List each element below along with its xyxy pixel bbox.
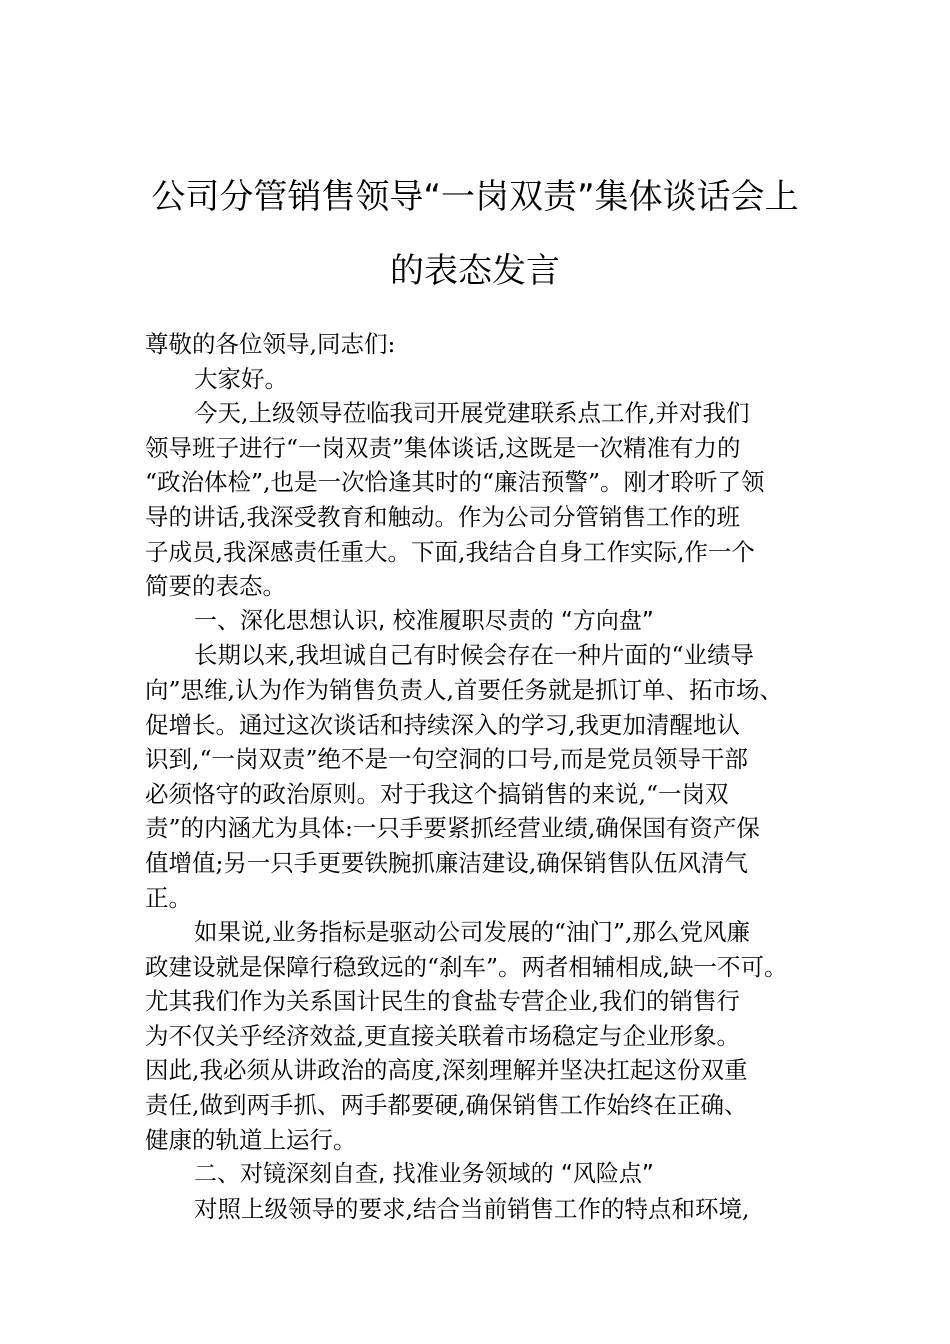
paragraph-line: 健康的轨道上运行。	[145, 1125, 357, 1154]
section-1-paragraph-1	[145, 638, 825, 915]
section-1-heading: 一、深化思想认识, 校准履职尽责的 “方向盘”	[194, 607, 654, 634]
intro-line: 子成员,我深感责任重大。下面,我结合自身工作实际,作一个	[145, 537, 755, 566]
paragraph-line: 必须恪守的政治原则。对于我这个搞销售的来说,“一岗双	[145, 779, 729, 808]
section-2-heading: 二、对镜深刻自查, 找准业务领域的 “风险点”	[194, 1161, 654, 1188]
intro-line: 今天,上级领导莅临我司开展党建联系点工作,并对我们	[194, 399, 750, 428]
salutation: 尊敬的各位领导,同志们:	[145, 330, 396, 358]
paragraph-line: 政建设就是保障行稳致远的“刹车”。两者相辅相成,缺一不可。	[145, 952, 788, 981]
intro-line: 导的讲话,我深受教育和触动。作为公司分管销售工作的班	[145, 502, 740, 531]
document-title	[120, 160, 830, 308]
document-body	[145, 327, 825, 1226]
intro-line: 简要的表态。	[145, 572, 286, 601]
paragraph-line: 正。	[145, 883, 192, 912]
paragraph-line: 值增值;另一只手更要铁腕抓廉洁建设,确保销售队伍风清气	[145, 848, 748, 877]
paragraph-line: 促增长。通过这次谈话和持续深入的学习,我更加清醒地认	[145, 710, 740, 739]
paragraph-line: 责”的内涵尤为具体:一只手要紧抓经营业绩,确保国有资产保	[145, 814, 760, 843]
title-line-1: 公司分管销售领导“一岗双责”集体谈话会上	[151, 177, 799, 217]
paragraph-line: 尤其我们作为关系国计民生的食盐专营企业,我们的销售行	[145, 987, 740, 1016]
intro-line: 领导班子进行“一岗双责”集体谈话,这既是一次精准有力的	[145, 433, 741, 462]
title-line-2: 的表态发言	[390, 251, 560, 291]
paragraph-line: 责任,做到两手抓、两手都要硬,确保销售工作始终在正确、	[145, 1091, 748, 1120]
greeting: 大家好。	[194, 364, 288, 393]
section-2-paragraph-1	[145, 1192, 825, 1227]
paragraph-line: 向”思维,认为作为销售负责人,首要任务就是抓订单、拓市场、	[145, 675, 783, 704]
paragraph-line: 因此,我必须从讲政治的高度,深刻理解并坚决扛起这份双重	[145, 1056, 748, 1085]
paragraph-line: 长期以来,我坦诚自己有时候会存在一种片面的“业绩导	[194, 641, 754, 670]
paragraph-line: 为不仅关乎经济效益,更直接关联着市场稳定与企业形象。	[145, 1021, 740, 1050]
paragraph-line: 识到,“一岗双责”绝不是一句空洞的口号,而是党员领导干部	[145, 745, 748, 774]
paragraph-line: 对照上级领导的要求,结合当前销售工作的特点和环境,	[194, 1194, 750, 1223]
intro-paragraph	[145, 396, 825, 604]
paragraph-line: 如果说,业务指标是驱动公司发展的“油门”,那么党风廉	[194, 918, 750, 947]
intro-line: “政治体检”,也是一次恰逢其时的“廉洁预警”。刚才聆听了领	[145, 468, 765, 497]
section-1-paragraph-2	[145, 915, 825, 1157]
